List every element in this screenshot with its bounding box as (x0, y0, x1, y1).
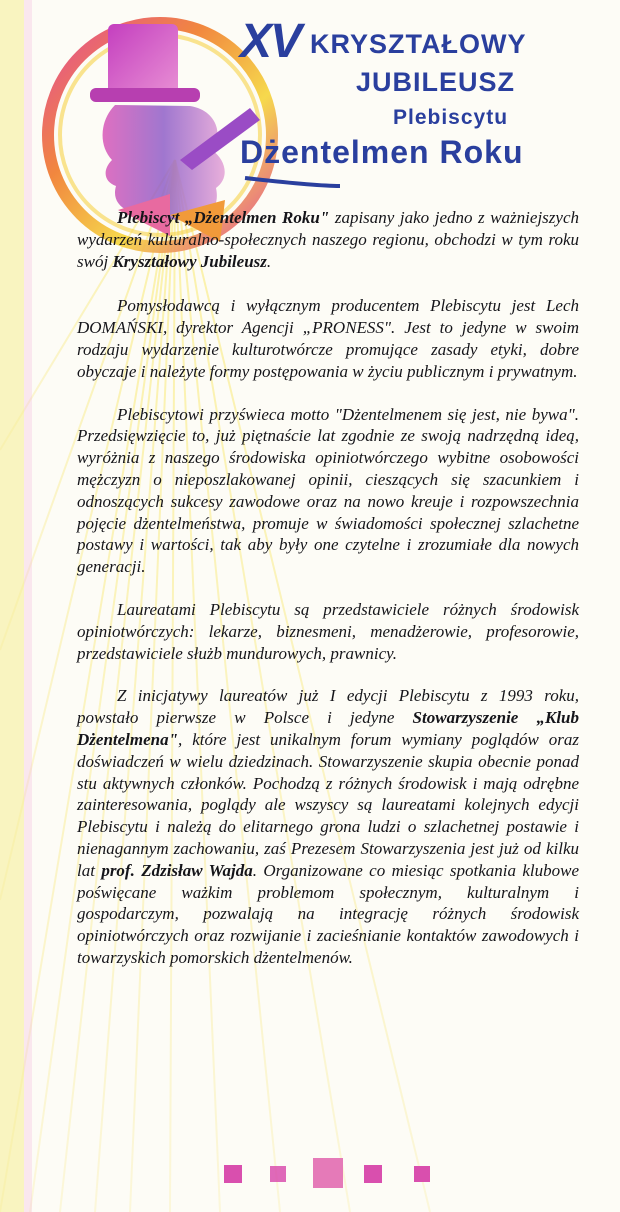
paragraph-text: Laureatami Plebiscytu są przedstawiciele różnych środowisk opiniotwórczych: lekarze, biznesmeni, menadżerowie, profesorowie, przedstawiciele służb mundurowych, prawnicy. (77, 599, 579, 663)
paragraph-text: Pomysłodawcą i wyłącznym producentem Plebiscytu jest Lech DOMAŃSKI, dyrektor Agencji „PRONESS". Jest to jedyne w swoim rodzaju wydarzenie kulturotwórcze promujące zasady etyki, dobre obyczaje i należyte formy postępowania w życiu publicznym i prywatnym. (77, 296, 579, 381)
bold-president-name: prof. Zdzisław Wajda (101, 860, 253, 880)
bold-association-name: Stowarzyszenie „Klub Dżentelmena" (77, 708, 580, 749)
paragraph-text: Z inicjatywy laureatów już I edycji Plebiscytu z 1993 roku, powstało pierwsze w Polsce i jedyne (77, 686, 579, 728)
pink-square (270, 1166, 286, 1182)
article-body (77, 207, 579, 990)
title-line-jubileusz: JUBILEUSZ (356, 67, 516, 97)
paragraph-text: Plebiscytowi przyświeca motto "Dżentelmenem się jest, nie bywa". Przedsięwzięcie to, już piętnaście lat zgodnie ze swoją nadrzędną ideą, wyróżnia z naszego środowiska opiniotwórczego wybitne osobowości mężczyzn o nieposzlakowanej opinii, cieszących się szacunkiem i odnoszących sukcesy zawodowe oraz na nowo kreuje i rozpowszechnia pojęcie dżentelmeństwa, promuje w świadomości społecznej szlachetne postawy i wartości, tak aby były one czytelne i zrozumiałe dla nowych generacji. (77, 404, 579, 577)
paragraph-founder (77, 295, 579, 382)
pink-square (224, 1165, 242, 1183)
pink-square (364, 1165, 382, 1183)
decorative-squares (0, 1158, 620, 1188)
title-roman-numeral: XV (240, 15, 301, 68)
paragraph-text: , które jest unikalnym forum wymiany poglądów oraz doświadczeń w wielu dziedzinach. Stowarzyszenie skupia obecnie ponad stu aktywnych członków. Pochodzą z różnych środowisk i mają odrębne zainteresowania, poglądy ale wszyscy są laureatami kolejnych edycji Plebiscytu i należą do elitarnego grona ludzi o szlachetnej postawie i nienagannym zachowaniu, zaś Prezesem Stowarzyszenia jest już od kilku lat (77, 729, 579, 880)
paragraph-text: . (266, 251, 272, 271)
bold-jubilee: Kryształowy Jubileusz (112, 251, 267, 271)
title-line-plebiscytu: Plebiscytu (393, 106, 509, 129)
title-line-krysztalowy: KRYSZTAŁOWY (310, 29, 527, 59)
pink-square (414, 1166, 430, 1182)
paragraph-laureates (77, 599, 579, 664)
paragraph-motto (77, 404, 579, 578)
bold-plebiscyt-name: Plebiscyt „Dżentelmen Roku" (117, 208, 330, 227)
title-line-dzentelmen-roku: Dżentelmen Roku (240, 134, 524, 170)
paragraph-intro (77, 207, 579, 272)
paragraph-text: . Organizowane co miesiąc spotkania klubowe poświęcane ważkim problemom społecznym, kulturalnym i gospodarczym, pozwalają na integrację różnych środowisk opiniotwórczych oraz rozwijanie i zacieśnianie kontaktów zawodowych i towarzyskich pomorskich dżentelmenów. (77, 860, 579, 967)
paragraph-association (77, 685, 579, 968)
paragraph-text: zapisany jako jedno z ważniejszych wydarzeń kulturalno-społecznych naszego regionu, obchodzi w tym roku swój (77, 208, 579, 271)
pink-square (313, 1158, 343, 1188)
